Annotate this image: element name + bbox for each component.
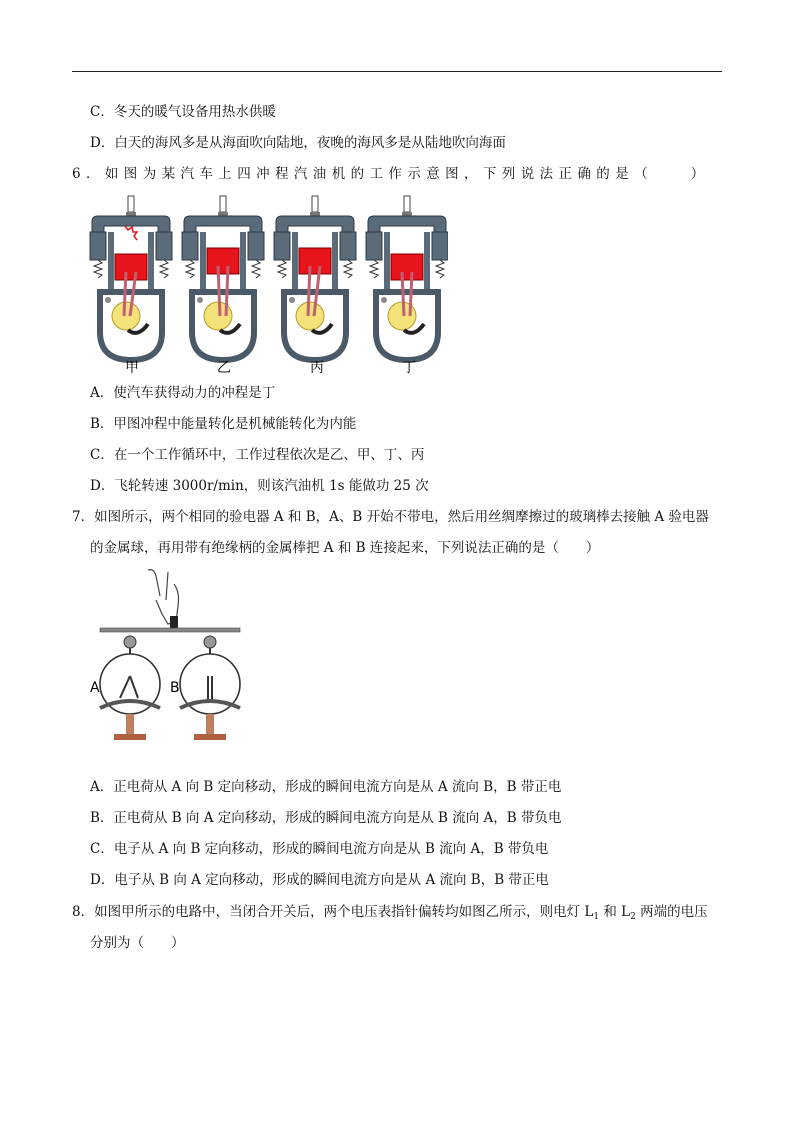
piston-yi: [207, 248, 239, 274]
piston-bing: [299, 248, 331, 274]
engine-strokes-figure: [88, 192, 448, 374]
electroscope-figure: [88, 566, 246, 746]
engine-label-bing: 丙: [310, 360, 324, 374]
q7-option-d[interactable]: D．电子从 B 向 A 定向移动，形成的瞬间电流方向是从 A 流向 B，B 带正电: [90, 872, 549, 888]
engine-label-yi: 乙: [217, 360, 231, 374]
q7-stem-line1: 7．如图所示，两个相同的验电器 A 和 B，A、B 开始不带电，然后用丝绸摩擦过的玻璃棒去接触 A 验电器: [72, 509, 709, 525]
engine-label-jia: 甲: [125, 360, 139, 374]
q7-option-a[interactable]: A．正电荷从 A 向 B 定向移动，形成的瞬间电流方向是从 A 流向 B，B 带正电: [90, 779, 562, 795]
q6-stem: 6．如图为某汽车上四冲程汽油机的工作示意图，下列说法正确的是（ ）: [72, 166, 710, 182]
q8-stem-line1: 8．如图甲所示的电路中，当闭合开关后，两个电压表指针偏转均如图乙所示，则电灯 $L_1$ 和 $L_2$ 两端的电压: [72, 904, 708, 922]
q5-option-c[interactable]: C．冬天的暖气设备用热水供暖: [90, 104, 276, 120]
q7-option-b[interactable]: B．正电荷从 B 向 A 定向移动，形成的瞬间电流方向是从 B 流向 A，B 带负电: [90, 810, 562, 826]
q7-stem-line2: 的金属球，再用带有绝缘柄的金属棒把 A 和 B 连接起来，下列说法正确的是（ ）: [90, 540, 600, 556]
q8-stem-line2: 分别为（ ）: [90, 935, 185, 951]
engine-label-ding: 丁: [402, 360, 416, 374]
q7-option-c[interactable]: C．电子从 A 向 B 定向移动，形成的瞬间电流方向是从 B 流向 A，B 带负电: [90, 841, 549, 857]
q5-option-d[interactable]: D．白天的海风多是从海面吹向陆地，夜晚的海风多是从陆地吹向海面: [90, 135, 506, 151]
q6-option-c[interactable]: C．在一个工作循环中，工作过程依次是乙、甲、丁、丙: [90, 447, 425, 463]
electroscope-label-b: B: [170, 680, 180, 696]
header-rule: [72, 71, 722, 72]
q6-option-b[interactable]: B．甲图冲程中能量转化是机械能转化为内能: [90, 416, 357, 432]
electroscope-label-a: A: [90, 680, 100, 696]
q6-option-d[interactable]: D．飞轮转速 3000r/min，则该汽油机 1s 能做功 25 次: [90, 478, 429, 494]
piston-ding: [391, 254, 423, 280]
piston-jia: [115, 254, 147, 280]
q6-option-a[interactable]: A．使汽车获得动力的冲程是丁: [90, 385, 276, 401]
